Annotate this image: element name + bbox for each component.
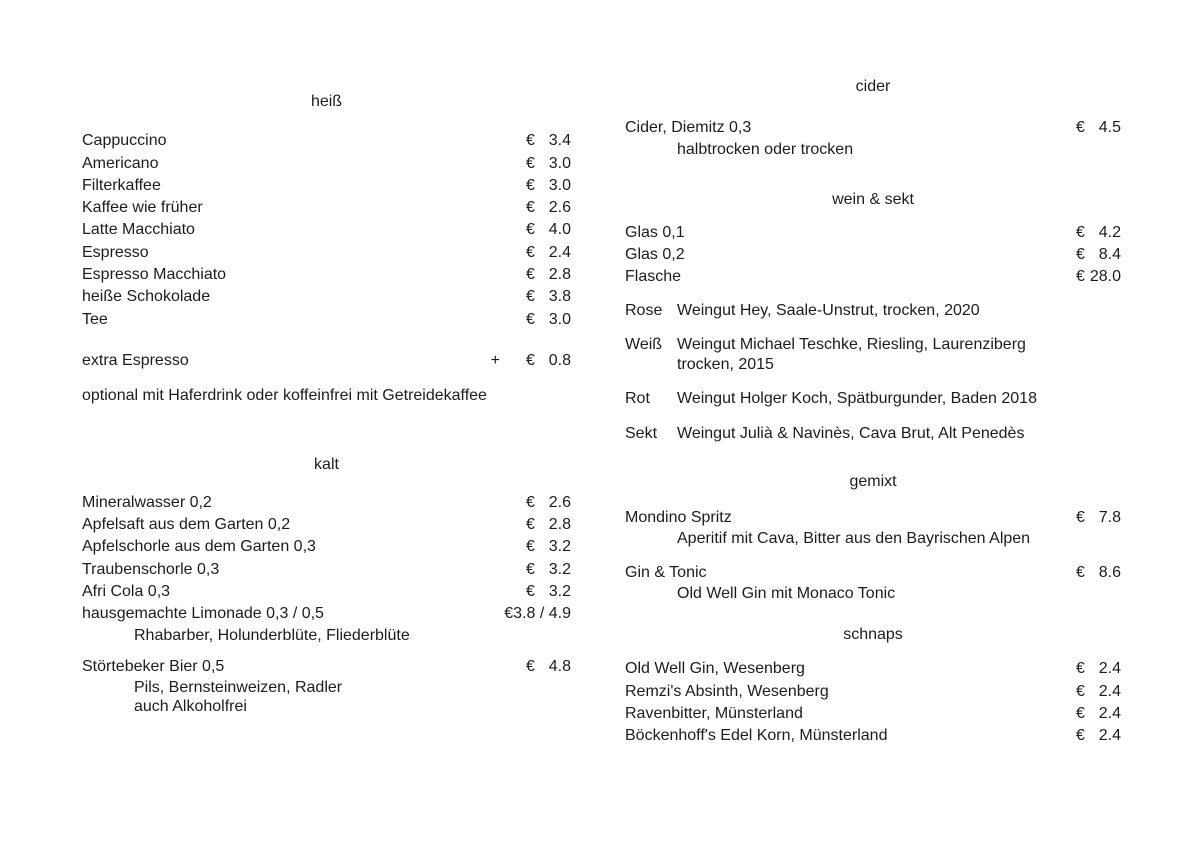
euro-sign: € bbox=[1076, 268, 1085, 286]
euro-sign: € bbox=[1076, 705, 1085, 723]
price-value: 3.0 bbox=[548, 154, 571, 172]
euro-sign: € bbox=[1076, 660, 1085, 678]
item-name: Kaffee wie früher bbox=[82, 199, 203, 217]
price-value: 0.8 bbox=[548, 351, 571, 369]
item-name: Apfelsaft aus dem Garten 0,2 bbox=[82, 516, 291, 534]
menu-item bbox=[82, 197, 571, 219]
menu-item bbox=[82, 130, 571, 152]
menu-item bbox=[82, 242, 571, 264]
price-value: 2.6 bbox=[548, 493, 571, 511]
menu-item bbox=[82, 153, 571, 175]
item-name: Flasche bbox=[625, 268, 682, 286]
item-price bbox=[1076, 562, 1121, 584]
menu-item bbox=[625, 562, 1121, 584]
item-name: Ravenbitter, Münsterland bbox=[625, 705, 803, 723]
item-name: Espresso Macchiato bbox=[82, 266, 227, 284]
item-price bbox=[1076, 658, 1121, 680]
item-name: Remzi's Absinth, Wesenberg bbox=[625, 682, 829, 700]
item-price bbox=[1076, 222, 1121, 244]
euro-sign: € bbox=[526, 493, 535, 511]
menu-item bbox=[82, 286, 571, 308]
price-value: 4.0 bbox=[548, 221, 571, 239]
wine-type-label: Rot bbox=[625, 390, 650, 408]
item-price bbox=[1076, 681, 1121, 703]
item-price bbox=[1076, 725, 1121, 747]
price-value: 4.5 bbox=[1098, 119, 1121, 137]
price-value: 7.8 bbox=[1098, 508, 1121, 526]
item-price bbox=[526, 656, 571, 678]
item-name: Störtebeker Bier 0,5 bbox=[82, 657, 225, 675]
euro-sign: € bbox=[526, 154, 535, 172]
euro-sign: € bbox=[1076, 223, 1085, 241]
euro-sign: € bbox=[1076, 563, 1085, 581]
item-name: Glas 0,2 bbox=[625, 246, 685, 264]
item-price bbox=[1076, 266, 1121, 288]
wine-row bbox=[625, 301, 1121, 321]
euro-sign: € bbox=[526, 351, 535, 369]
schnaps-items-group bbox=[625, 658, 1121, 747]
wine-type-label: Rose bbox=[625, 301, 663, 319]
menu-item bbox=[82, 175, 571, 197]
price-value: 2.4 bbox=[1098, 705, 1121, 723]
euro-sign: € bbox=[1076, 508, 1085, 526]
euro-sign: € bbox=[526, 288, 535, 306]
wine-description: Weingut Julià & Navinès, Cava Brut, Alt Penedès bbox=[677, 424, 1025, 442]
price-value: 2.8 bbox=[548, 266, 571, 284]
menu-item bbox=[82, 559, 571, 581]
item-price bbox=[526, 242, 571, 264]
price-value: 3.2 bbox=[548, 538, 571, 556]
price-value: 2.4 bbox=[1098, 660, 1121, 678]
item-price bbox=[526, 264, 571, 286]
euro-sign: € bbox=[1076, 727, 1085, 745]
price-value: 28.0 bbox=[1089, 268, 1121, 286]
section-title-cider: cider bbox=[855, 78, 891, 95]
wine-row bbox=[625, 335, 1121, 374]
wine-description: Weingut Holger Koch, Spätburgunder, Baden 2018 bbox=[677, 390, 1037, 408]
menu-item bbox=[82, 264, 571, 286]
price-value: 2.4 bbox=[548, 243, 571, 261]
price-value: 8.6 bbox=[1098, 563, 1121, 581]
menu-item bbox=[625, 244, 1121, 266]
item-name: extra Espresso bbox=[82, 351, 189, 369]
wine-row bbox=[625, 389, 1121, 409]
item-name: Mineralwasser 0,2 bbox=[82, 493, 212, 511]
item-name: Espresso bbox=[82, 243, 149, 261]
euro-sign: € bbox=[526, 538, 535, 556]
item-price bbox=[526, 153, 571, 175]
euro-sign: € bbox=[526, 132, 535, 150]
menu-item bbox=[625, 658, 1121, 680]
item-name: Latte Macchiato bbox=[82, 221, 195, 239]
item-price bbox=[1076, 507, 1121, 529]
item-name: Traubenschorle 0,3 bbox=[82, 560, 220, 578]
menu-item bbox=[625, 725, 1121, 747]
euro-sign: € bbox=[526, 243, 535, 261]
price-value: 3.2 bbox=[548, 583, 571, 601]
menu-item-extra-espresso bbox=[82, 350, 571, 372]
euro-sign: € bbox=[526, 199, 535, 217]
menu-item bbox=[82, 656, 571, 678]
euro-sign: € bbox=[526, 583, 535, 601]
price-value: 3.0 bbox=[548, 176, 571, 194]
menu-item bbox=[82, 536, 571, 558]
wine-description: Weingut Hey, Saale-Unstrut, trocken, 2020 bbox=[677, 301, 980, 319]
item-price bbox=[526, 197, 571, 219]
price-value: 4.2 bbox=[1098, 223, 1121, 241]
item-subline: Rhabarber, Holunderblüte, Fliederblüte bbox=[134, 626, 410, 644]
item-name: Glas 0,1 bbox=[625, 223, 685, 241]
cold-items-group bbox=[82, 492, 571, 645]
euro-sign: € bbox=[1076, 246, 1085, 264]
section-title-mixed: gemixt bbox=[849, 473, 897, 491]
item-price bbox=[526, 559, 571, 581]
section-title-cold: kalt bbox=[314, 455, 339, 473]
price-value: 2.4 bbox=[1098, 727, 1121, 745]
menu-item bbox=[82, 514, 571, 536]
price-value: 3.8 bbox=[548, 288, 571, 306]
menu-item bbox=[82, 309, 571, 331]
euro-sign: € bbox=[1076, 119, 1085, 137]
item-price bbox=[526, 350, 571, 372]
left-column bbox=[82, 0, 571, 716]
wine-type-label: Weiß bbox=[625, 336, 663, 354]
price-value: 8.4 bbox=[1098, 246, 1121, 264]
item-price bbox=[526, 175, 571, 197]
item-price bbox=[526, 514, 571, 536]
item-name: Americano bbox=[82, 154, 159, 172]
item-price bbox=[1076, 703, 1121, 725]
item-name: Apfelschorle aus dem Garten 0,3 bbox=[82, 538, 316, 556]
item-name: Filterkaffee bbox=[82, 176, 161, 194]
item-name: Böckenhoff's Edel Korn, Münsterland bbox=[625, 727, 888, 745]
hot-items-group bbox=[82, 130, 571, 331]
menu-item bbox=[82, 492, 571, 514]
menu-item bbox=[625, 703, 1121, 725]
cider-item-group bbox=[625, 117, 1121, 158]
item-price bbox=[526, 309, 571, 331]
euro-sign: € bbox=[526, 657, 535, 675]
price-value: 2.6 bbox=[548, 199, 571, 217]
item-price bbox=[1076, 244, 1121, 266]
right-column bbox=[625, 0, 1121, 748]
plus-sign: + bbox=[490, 351, 500, 369]
item-price bbox=[526, 219, 571, 241]
section-title-schnaps: schnaps bbox=[843, 626, 903, 644]
price-value: 4.8 bbox=[548, 657, 571, 675]
wine-description: Weingut Michael Teschke, Riesling, Laurenziberg trocken, 2015 bbox=[677, 336, 1026, 373]
item-price bbox=[526, 581, 571, 603]
price-value: 3.0 bbox=[548, 310, 571, 328]
item-name: Gin & Tonic bbox=[625, 563, 707, 581]
wine-list bbox=[625, 301, 1121, 444]
item-name: Old Well Gin, Wesenberg bbox=[625, 660, 805, 678]
item-price bbox=[526, 536, 571, 558]
euro-sign: € bbox=[526, 516, 535, 534]
price-value: 2.8 bbox=[548, 516, 571, 534]
menu-item bbox=[625, 681, 1121, 703]
price-value: 3.4 bbox=[548, 132, 571, 150]
item-subline: auch Alkoholfrei bbox=[134, 697, 247, 715]
item-name: heiße Schokolade bbox=[82, 288, 211, 306]
item-price bbox=[504, 603, 571, 625]
menu-item bbox=[625, 222, 1121, 244]
price-value: 2.4 bbox=[1098, 682, 1121, 700]
item-subline: Pils, Bernsteinweizen, Radler bbox=[134, 678, 343, 696]
euro-sign: € bbox=[526, 560, 535, 578]
euro-sign: € bbox=[526, 310, 535, 328]
section-title-hot: heiß bbox=[310, 93, 343, 110]
menu-item bbox=[82, 219, 571, 241]
menu-item bbox=[625, 507, 1121, 529]
item-price bbox=[526, 492, 571, 514]
item-name: hausgemachte Limonade 0,3 / 0,5 bbox=[82, 605, 324, 623]
euro-sign: € bbox=[526, 176, 535, 194]
item-name: Afri Cola 0,3 bbox=[82, 583, 171, 601]
item-price bbox=[526, 286, 571, 308]
item-name: Mondino Spritz bbox=[625, 508, 732, 526]
menu-item bbox=[82, 581, 571, 603]
hot-section-note: optional mit Haferdrink oder koffeinfrei mit Getreidekaffee bbox=[82, 387, 487, 405]
euro-sign: € bbox=[526, 266, 535, 284]
menu-item bbox=[625, 266, 1121, 288]
item-name: Tee bbox=[82, 310, 108, 328]
euro-sign: € bbox=[1076, 682, 1085, 700]
item-subline: Old Well Gin mit Monaco Tonic bbox=[677, 585, 896, 603]
section-title-wine: wein & sekt bbox=[832, 190, 914, 208]
wine-type-label: Sekt bbox=[625, 424, 658, 442]
beer-item-group bbox=[82, 656, 571, 716]
wine-glass-group bbox=[625, 222, 1121, 289]
menu-item bbox=[625, 117, 1121, 139]
item-price bbox=[526, 130, 571, 152]
price-value: 3.2 bbox=[548, 560, 571, 578]
euro-sign: € bbox=[526, 221, 535, 239]
price-value: 3.8 / 4.9 bbox=[513, 605, 571, 623]
wine-row bbox=[625, 424, 1121, 444]
item-name: Cider, Diemitz 0,3 bbox=[625, 119, 752, 137]
item-subline: halbtrocken oder trocken bbox=[677, 140, 854, 158]
item-price bbox=[1076, 117, 1121, 139]
euro-sign: € bbox=[504, 605, 514, 623]
mixed-items-group bbox=[625, 507, 1121, 604]
item-name: Cappuccino bbox=[82, 132, 167, 150]
menu-item bbox=[82, 603, 571, 625]
item-subline: Aperitif mit Cava, Bitter aus den Bayrischen Alpen bbox=[677, 529, 1031, 547]
